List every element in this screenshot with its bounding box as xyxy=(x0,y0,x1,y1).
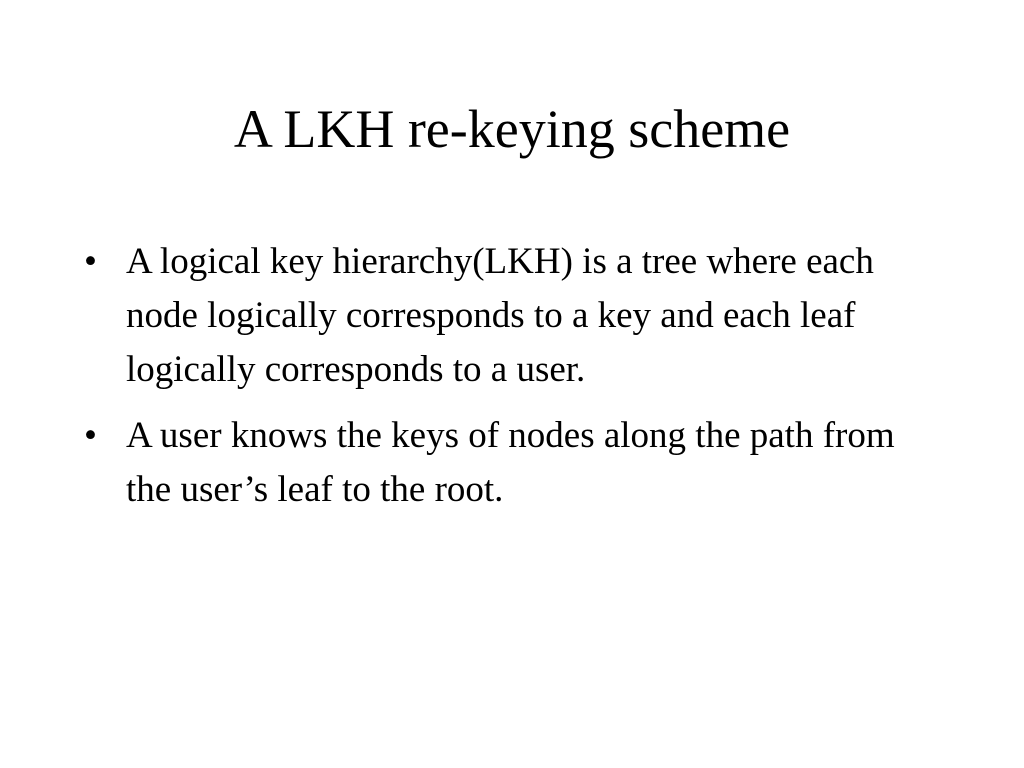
bullet-text: A user knows the keys of nodes along the path from the user’s leaf to the root. xyxy=(126,415,895,510)
bullet-list xyxy=(84,235,944,529)
bullet-text: A logical key hierarchy(LKH) is a tree where each node logically corresponds to a key and each leaf logically corresponds to a user. xyxy=(126,241,874,390)
slide-title: A LKH re-keying scheme xyxy=(233,99,791,159)
bullet-item xyxy=(84,409,944,517)
bullet-item xyxy=(84,235,944,397)
bullet-marker-icon: • xyxy=(84,241,97,282)
bullet-marker-icon: • xyxy=(84,415,97,456)
